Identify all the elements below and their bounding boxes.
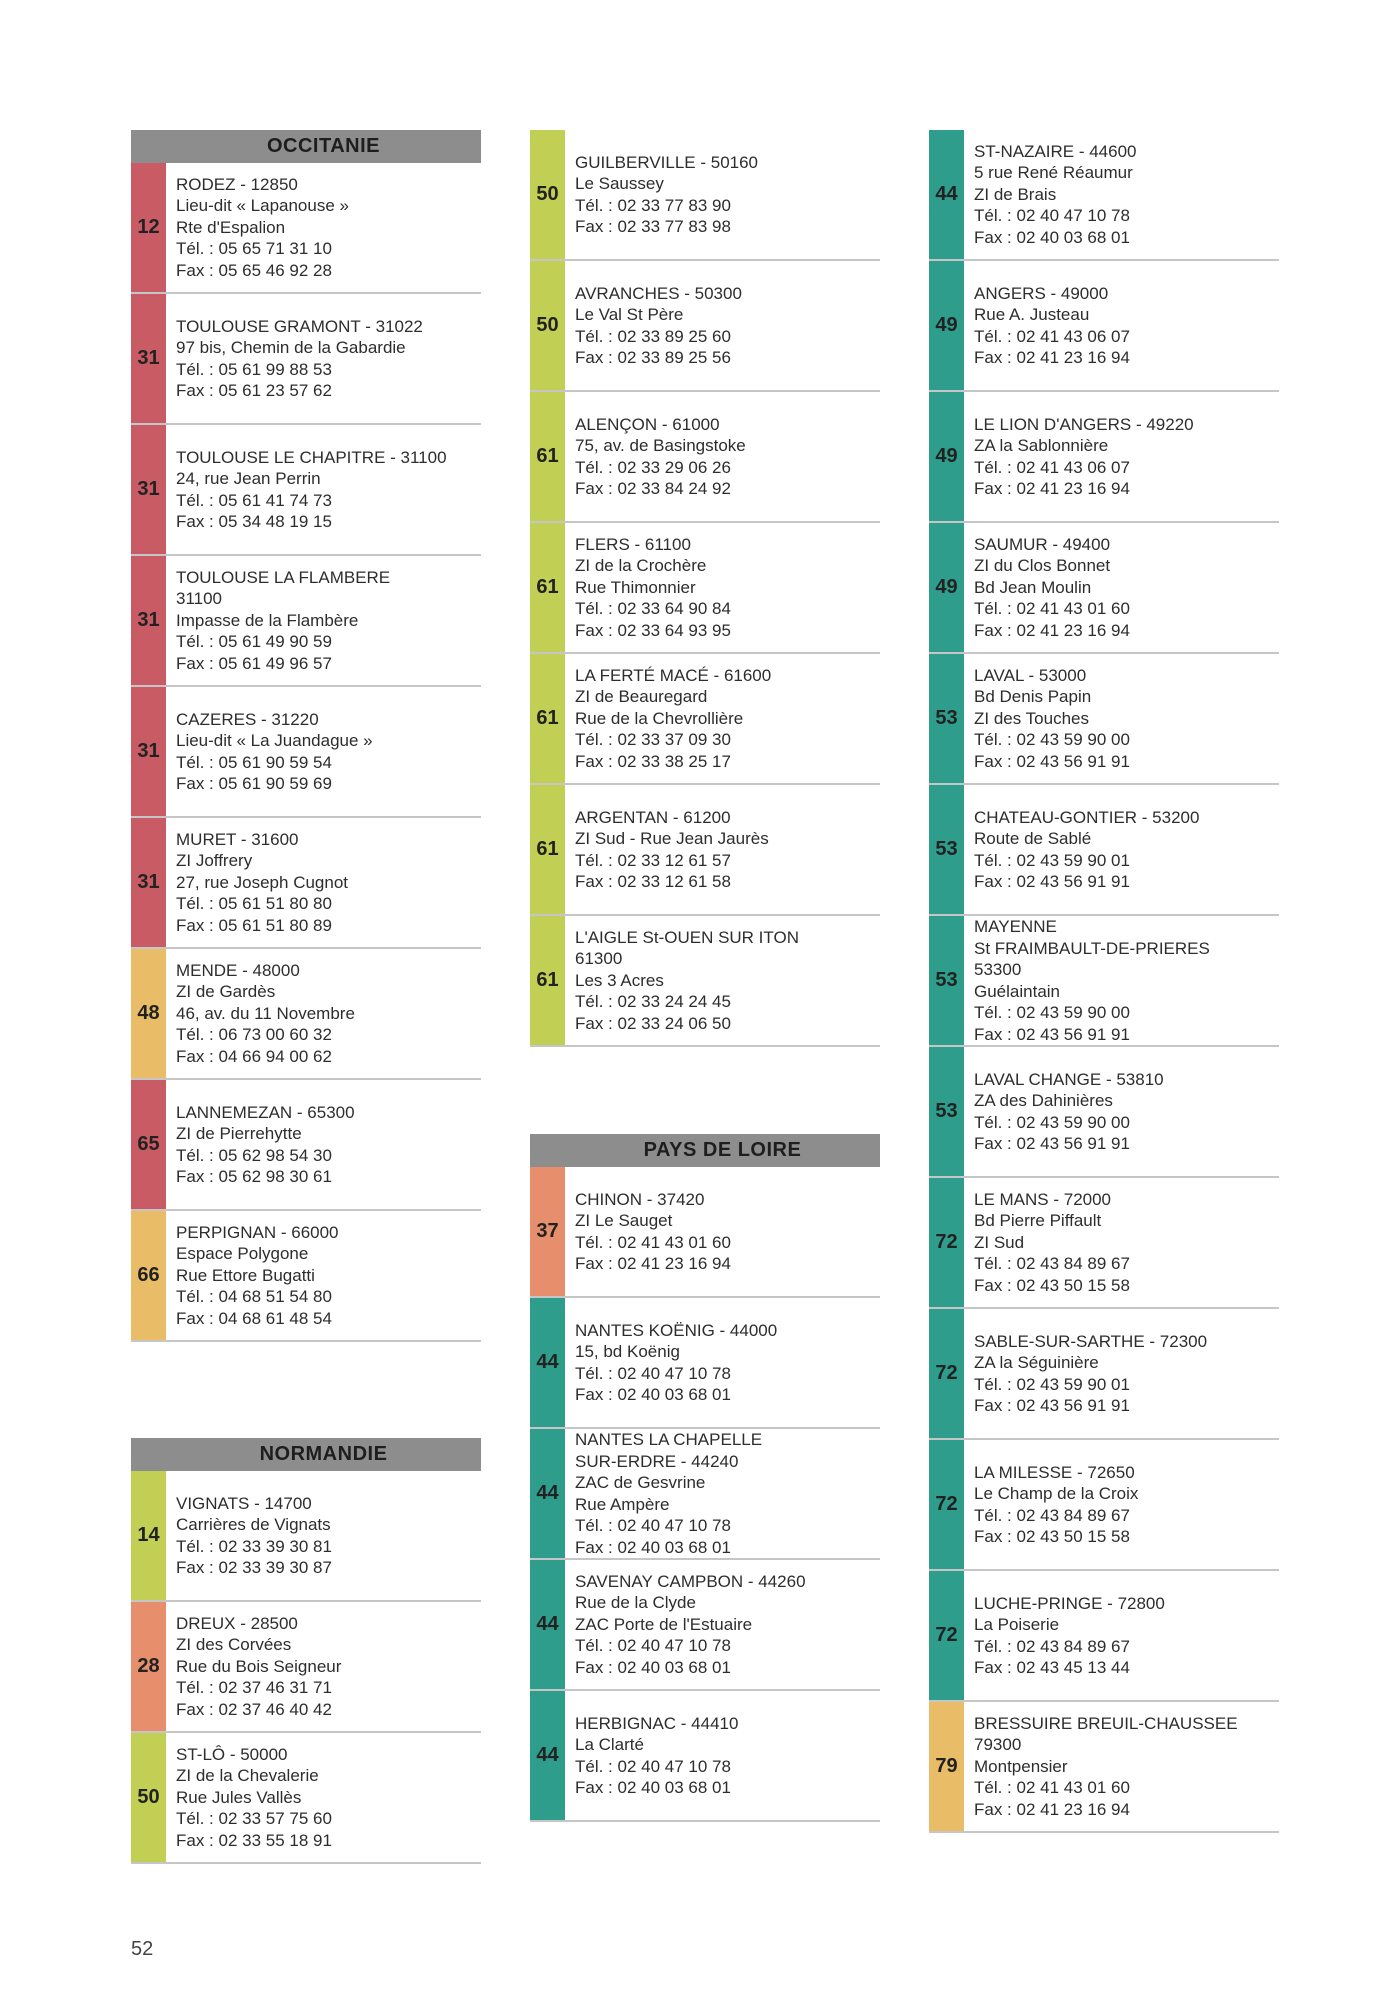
- phone-number: Tél. : 02 41 43 01 60: [974, 1778, 1130, 1798]
- department-badge: 31: [131, 687, 166, 816]
- agency-entry: [929, 261, 1279, 392]
- agency-name: DREUX - 28500: [176, 1613, 298, 1633]
- agency-details: [166, 687, 481, 816]
- agency-details: [964, 1571, 1279, 1700]
- address-line: Bd Pierre Piffault: [974, 1211, 1102, 1231]
- address-line: Rue de la Clyde: [575, 1593, 696, 1613]
- fax-number: Fax : 02 40 03 68 01: [575, 1657, 731, 1677]
- agency-entry: [530, 392, 880, 523]
- column-3: [929, 130, 1279, 1833]
- department-badge: 66: [131, 1211, 166, 1340]
- agency-entry: [929, 654, 1279, 785]
- agency-entry: [131, 687, 481, 818]
- phone-number: Tél. : 04 68 51 54 80: [176, 1287, 332, 1307]
- agency-entry: [929, 1702, 1279, 1833]
- address-line: Rte d'Espalion: [176, 217, 286, 237]
- entry-list: [131, 1471, 481, 1864]
- agency-name: CAZERES - 31220: [176, 709, 319, 729]
- agency-name: ST-LÔ - 50000: [176, 1744, 288, 1764]
- department-badge: 48: [131, 949, 166, 1078]
- phone-number: Tél. : 02 43 84 89 67: [974, 1505, 1130, 1525]
- address-line: Rue Thimonnier: [575, 577, 696, 597]
- phone-number: Tél. : 02 40 47 10 78: [575, 1516, 731, 1535]
- phone-number: Tél. : 02 41 43 06 07: [974, 326, 1130, 346]
- fax-number: Fax : 02 33 84 24 92: [575, 479, 731, 498]
- agency-name: MAYENNE: [974, 917, 1057, 936]
- phone-number: Tél. : 02 43 84 89 67: [974, 1636, 1130, 1656]
- fax-number: Fax : 02 43 56 91 91: [974, 872, 1130, 891]
- agency-details: [964, 654, 1279, 783]
- fax-number: Fax : 05 61 51 80 89: [176, 915, 332, 935]
- phone-number: Tél. : 02 33 29 06 26: [575, 457, 731, 477]
- agency-name: RODEZ - 12850: [176, 174, 298, 194]
- phone-number: Tél. : 05 61 41 74 73: [176, 490, 332, 510]
- address-line: Lieu-dit « Lapanouse »: [176, 196, 349, 216]
- fax-number: Fax : 02 33 12 61 58: [575, 872, 731, 891]
- agency-details: [565, 261, 880, 390]
- address-line: ZA la Sablonnière: [974, 436, 1109, 455]
- agency-details: [964, 1702, 1279, 1831]
- phone-number: Tél. : 02 43 59 90 00: [974, 1112, 1130, 1132]
- department-badge: 14: [131, 1471, 166, 1600]
- phone-number: Tél. : 02 43 59 90 01: [974, 1374, 1130, 1394]
- agency-entry: [131, 425, 481, 556]
- agency-name: ARGENTAN - 61200: [575, 807, 731, 827]
- address-line: Carrières de Vignats: [176, 1515, 331, 1534]
- department-badge: 28: [131, 1602, 166, 1731]
- phone-number: Tél. : 05 61 90 59 54: [176, 752, 332, 772]
- address-line: 15, bd Koënig: [575, 1342, 680, 1361]
- phone-number: Tél. : 02 41 43 01 60: [974, 599, 1130, 619]
- department-badge: 50: [530, 130, 565, 259]
- address-line: Guélaintain: [974, 981, 1061, 1001]
- department-badge: 31: [131, 818, 166, 947]
- agency-details: [565, 130, 880, 259]
- department-badge: 53: [929, 654, 964, 783]
- agency-details: [166, 163, 481, 292]
- address-line: ZI des Touches: [974, 708, 1089, 728]
- agency-entry: [929, 1047, 1279, 1178]
- agency-entry: [929, 1309, 1279, 1440]
- agency-details: [964, 1178, 1279, 1307]
- department-badge: 49: [929, 523, 964, 652]
- address-line: ZI du Clos Bonnet: [974, 556, 1111, 576]
- department-badge: 49: [929, 392, 964, 521]
- address-line: Rue de la Chevrollière: [575, 708, 744, 728]
- entry-list: [131, 163, 481, 1342]
- agency-name: CHINON - 37420: [575, 1189, 705, 1209]
- phone-number: Tél. : 05 61 99 88 53: [176, 359, 332, 379]
- agency-name: HERBIGNAC - 44410: [575, 1713, 739, 1733]
- agency-details: [565, 1429, 880, 1558]
- agency-entry: [131, 1080, 481, 1211]
- fax-number: Fax : 05 65 46 92 28: [176, 260, 332, 280]
- department-badge: 44: [530, 1429, 565, 1558]
- address-line: ZA la Séguinière: [974, 1353, 1099, 1372]
- entry-list: [530, 1167, 880, 1822]
- agency-details: [964, 261, 1279, 390]
- department-badge: 61: [530, 916, 565, 1045]
- address-line: ZAC Porte de l'Estuaire: [575, 1614, 753, 1634]
- department-badge: 61: [530, 523, 565, 652]
- fax-number: Fax : 02 33 77 83 98: [575, 217, 731, 236]
- region-header-occitanie: OCCITANIE: [131, 130, 481, 163]
- agency-name: NANTES KOËNIG - 44000: [575, 1320, 778, 1340]
- agency-name: LUCHE-PRINGE - 72800: [974, 1593, 1165, 1613]
- agency-name: L'AIGLE St-OUEN SUR ITON: [575, 927, 799, 947]
- department-badge: 79: [929, 1702, 964, 1831]
- agency-entry: [530, 1429, 880, 1560]
- phone-number: Tél. : 02 33 24 24 45: [575, 992, 731, 1012]
- fax-number: Fax : 05 61 23 57 62: [176, 381, 332, 400]
- agency-details: [565, 523, 880, 652]
- address-line: Bd Jean Moulin: [974, 577, 1092, 597]
- department-badge: 12: [131, 163, 166, 292]
- phone-number: Tél. : 02 40 47 10 78: [575, 1363, 731, 1383]
- address-line: ZA des Dahinières: [974, 1091, 1113, 1110]
- address-line: ZI de la Chevalerie: [176, 1766, 319, 1786]
- phone-number: Tél. : 02 33 57 75 60: [176, 1809, 332, 1829]
- department-badge: 44: [530, 1298, 565, 1427]
- phone-number: Tél. : 02 43 59 90 00: [974, 1003, 1130, 1022]
- agency-details: [565, 785, 880, 914]
- agency-name: CHATEAU-GONTIER - 53200: [974, 807, 1200, 827]
- agency-name: MENDE - 48000: [176, 960, 300, 980]
- fax-number: Fax : 04 66 94 00 62: [176, 1046, 332, 1066]
- address-line: 53300: [974, 960, 1022, 979]
- agency-details: [565, 916, 880, 1045]
- column-2: [530, 130, 880, 1822]
- spacer: [131, 1342, 481, 1438]
- agency-entry: [929, 1440, 1279, 1571]
- address-line: ZI de Brais: [974, 184, 1057, 204]
- fax-number: Fax : 02 41 23 16 94: [575, 1254, 731, 1273]
- agency-name: LANNEMEZAN - 65300: [176, 1102, 355, 1122]
- agency-name: TOULOUSE LE CHAPITRE - 31100: [176, 447, 447, 467]
- address-line: ZI des Corvées: [176, 1635, 292, 1655]
- agency-entry: [929, 916, 1279, 1047]
- phone-number: Tél. : 02 41 43 06 07: [974, 457, 1130, 477]
- address-line: 31100: [176, 589, 223, 609]
- agency-name: LAVAL - 53000: [974, 665, 1087, 685]
- phone-number: Tél. : 06 73 00 60 32: [176, 1025, 332, 1045]
- agency-name: ANGERS - 49000: [974, 283, 1109, 303]
- agency-entry: [131, 294, 481, 425]
- agency-details: [166, 556, 481, 685]
- entry-list: [929, 130, 1279, 1833]
- fax-number: Fax : 05 62 98 30 61: [176, 1167, 332, 1186]
- agency-entry: [929, 785, 1279, 916]
- address-line: Le Saussey: [575, 174, 664, 193]
- spacer: [530, 1047, 880, 1134]
- agency-name: TOULOUSE LA FLAMBERE: [176, 567, 391, 587]
- department-badge: 37: [530, 1167, 565, 1296]
- address-line: Le Val St Père: [575, 305, 684, 324]
- fax-number: Fax : 02 40 03 68 01: [575, 1778, 731, 1797]
- phone-number: Tél. : 02 43 59 90 01: [974, 850, 1130, 870]
- agency-entry: [530, 523, 880, 654]
- address-line: La Clarté: [575, 1735, 644, 1754]
- agency-name: ST-NAZAIRE - 44600: [974, 141, 1137, 161]
- fax-number: Fax : 02 43 56 91 91: [974, 1396, 1130, 1415]
- phone-number: Tél. : 02 37 46 31 71: [176, 1678, 332, 1698]
- department-badge: 31: [131, 294, 166, 423]
- agency-name: NANTES LA CHAPELLE: [575, 1430, 763, 1449]
- address-line: Rue Jules Vallès: [176, 1787, 302, 1807]
- department-badge: 44: [929, 130, 964, 259]
- agency-entry: [929, 1571, 1279, 1702]
- agency-details: [964, 1440, 1279, 1569]
- agency-entry: [131, 163, 481, 294]
- department-badge: 72: [929, 1571, 964, 1700]
- agency-entry: [929, 523, 1279, 654]
- address-line: ZI de la Crochère: [575, 556, 707, 576]
- fax-number: Fax : 02 43 50 15 58: [974, 1275, 1130, 1295]
- address-line: 61300: [575, 949, 623, 969]
- fax-number: Fax : 02 40 03 68 01: [974, 227, 1130, 247]
- agency-name: MURET - 31600: [176, 829, 299, 849]
- agency-name: TOULOUSE GRAMONT - 31022: [176, 316, 423, 336]
- column-1: [131, 130, 481, 1864]
- address-line: 5 rue René Réaumur: [974, 163, 1133, 183]
- agency-name: ALENÇON - 61000: [575, 414, 720, 434]
- phone-number: Tél. : 02 40 47 10 78: [575, 1756, 731, 1776]
- agency-name: SAVENAY CAMPBON - 44260: [575, 1571, 806, 1591]
- fax-number: Fax : 02 43 56 91 91: [974, 751, 1130, 771]
- fax-number: Fax : 02 40 03 68 01: [575, 1385, 731, 1404]
- address-line: Rue Ampère: [575, 1494, 670, 1514]
- department-badge: 31: [131, 556, 166, 685]
- address-line: Montpensier: [974, 1756, 1068, 1776]
- agency-name: LE LION D'ANGERS - 49220: [974, 414, 1194, 434]
- agency-details: [964, 785, 1279, 914]
- agency-details: [166, 818, 481, 947]
- address-line: ZI de Gardès: [176, 982, 276, 1002]
- agency-name: VIGNATS - 14700: [176, 1493, 312, 1513]
- agency-entry: [530, 1691, 880, 1822]
- agency-entry: [530, 785, 880, 916]
- phone-number: Tél. : 05 65 71 31 10: [176, 239, 332, 259]
- fax-number: Fax : 02 33 38 25 17: [575, 751, 731, 771]
- phone-number: Tél. : 02 40 47 10 78: [575, 1636, 731, 1656]
- agency-details: [166, 294, 481, 423]
- entry-list: [530, 130, 880, 1047]
- department-badge: 50: [131, 1733, 166, 1862]
- department-badge: 72: [929, 1178, 964, 1307]
- agency-entry: [530, 1167, 880, 1298]
- phone-number: Tél. : 02 40 47 10 78: [974, 206, 1130, 226]
- address-line: 97 bis, Chemin de la Gabardie: [176, 338, 406, 357]
- phone-number: Tél. : 02 43 59 90 00: [974, 730, 1130, 750]
- department-badge: 72: [929, 1309, 964, 1438]
- agency-details: [565, 1167, 880, 1296]
- agency-details: [565, 1691, 880, 1820]
- agency-details: [166, 1471, 481, 1600]
- agency-name: BRESSUIRE BREUIL-CHAUSSEE: [974, 1713, 1238, 1733]
- agency-entry: [530, 916, 880, 1047]
- agency-name: LAVAL CHANGE - 53810: [974, 1069, 1164, 1089]
- address-line: 75, av. de Basingstoke: [575, 436, 746, 455]
- region-header-pays-de-loire: PAYS DE LOIRE: [530, 1134, 880, 1167]
- region-header-normandie: NORMANDIE: [131, 1438, 481, 1471]
- agency-entry: [929, 392, 1279, 523]
- agency-entry: [530, 1298, 880, 1429]
- phone-number: Tél. : 02 33 12 61 57: [575, 850, 731, 870]
- agency-entry: [131, 949, 481, 1080]
- department-badge: 61: [530, 392, 565, 521]
- agency-entry: [530, 130, 880, 261]
- phone-number: Tél. : 02 43 84 89 67: [974, 1254, 1130, 1274]
- phone-number: Tél. : 05 61 49 90 59: [176, 632, 332, 652]
- department-badge: 61: [530, 785, 565, 914]
- agency-entry: [530, 261, 880, 392]
- address-line: Bd Denis Papin: [974, 687, 1092, 707]
- department-badge: 53: [929, 1047, 964, 1176]
- agency-name: SAUMUR - 49400: [974, 534, 1111, 554]
- agency-name: LA MILESSE - 72650: [974, 1462, 1135, 1482]
- agency-entry: [929, 130, 1279, 261]
- department-badge: 31: [131, 425, 166, 554]
- fax-number: Fax : 05 61 49 96 57: [176, 653, 332, 673]
- address-line: 46, av. du 11 Novembre: [176, 1003, 355, 1023]
- agency-details: [964, 130, 1279, 259]
- agency-entry: [530, 1560, 880, 1691]
- fax-number: Fax : 05 61 90 59 69: [176, 774, 332, 793]
- agency-details: [964, 1047, 1279, 1176]
- address-line: La Poiserie: [974, 1615, 1060, 1634]
- fax-number: Fax : 02 33 55 18 91: [176, 1830, 332, 1850]
- department-badge: 44: [530, 1691, 565, 1820]
- fax-number: Fax : 02 33 64 93 95: [575, 620, 731, 640]
- fax-number: Fax : 02 33 39 30 87: [176, 1558, 332, 1577]
- agency-entry: [131, 1602, 481, 1733]
- agency-details: [166, 1080, 481, 1209]
- fax-number: Fax : 02 33 24 06 50: [575, 1013, 731, 1033]
- phone-number: Tél. : 02 33 77 83 90: [575, 195, 731, 215]
- agency-details: [565, 392, 880, 521]
- fax-number: Fax : 02 43 56 91 91: [974, 1024, 1130, 1044]
- agency-details: [964, 392, 1279, 521]
- phone-number: Tél. : 02 33 64 90 84: [575, 599, 731, 619]
- department-badge: 49: [929, 261, 964, 390]
- phone-number: Tél. : 02 33 39 30 81: [176, 1536, 332, 1556]
- phone-number: Tél. : 05 61 51 80 80: [176, 894, 332, 914]
- agency-details: [565, 654, 880, 783]
- agency-details: [565, 1298, 880, 1427]
- phone-number: Tél. : 05 62 98 54 30: [176, 1145, 332, 1165]
- phone-number: Tél. : 02 33 89 25 60: [575, 326, 731, 346]
- address-line: Lieu-dit « La Juandague »: [176, 731, 373, 750]
- address-line: SUR-ERDRE - 44240: [575, 1451, 739, 1471]
- agency-name: LA FERTÉ MACÉ - 61600: [575, 665, 772, 685]
- agency-name: PERPIGNAN - 66000: [176, 1222, 339, 1242]
- department-badge: 44: [530, 1560, 565, 1689]
- fax-number: Fax : 02 33 89 25 56: [575, 348, 731, 367]
- fax-number: Fax : 02 43 45 13 44: [974, 1658, 1130, 1677]
- address-line: St FRAIMBAULT-DE-PRIERES: [974, 938, 1210, 958]
- agency-details: [166, 1211, 481, 1340]
- address-line: ZI Joffrery: [176, 851, 253, 871]
- department-badge: 50: [530, 261, 565, 390]
- fax-number: Fax : 02 41 23 16 94: [974, 620, 1130, 640]
- fax-number: Fax : 02 37 46 40 42: [176, 1699, 332, 1719]
- agency-details: [166, 425, 481, 554]
- fax-number: Fax : 02 41 23 16 94: [974, 348, 1130, 367]
- fax-number: Fax : 02 41 23 16 94: [974, 479, 1130, 498]
- address-line: 27, rue Joseph Cugnot: [176, 872, 349, 892]
- agency-details: [565, 1560, 880, 1689]
- address-line: Rue du Bois Seigneur: [176, 1656, 342, 1676]
- fax-number: Fax : 04 68 61 48 54: [176, 1308, 332, 1328]
- agency-entry: [131, 1471, 481, 1602]
- phone-number: Tél. : 02 33 37 09 30: [575, 730, 731, 750]
- agency-details: [166, 949, 481, 1078]
- agency-name: LE MANS - 72000: [974, 1189, 1112, 1209]
- address-line: 24, rue Jean Perrin: [176, 469, 321, 488]
- fax-number: Fax : 02 43 56 91 91: [974, 1134, 1130, 1153]
- fax-number: Fax : 02 40 03 68 01: [575, 1537, 731, 1557]
- fax-number: Fax : 02 43 50 15 58: [974, 1527, 1130, 1546]
- address-line: Impasse de la Flambère: [176, 610, 359, 630]
- address-line: ZI Le Sauget: [575, 1211, 673, 1230]
- address-line: Le Champ de la Croix: [974, 1484, 1139, 1503]
- address-line: 79300: [974, 1735, 1022, 1755]
- department-badge: 65: [131, 1080, 166, 1209]
- address-line: Rue A. Justeau: [974, 305, 1090, 324]
- agency-name: SABLE-SUR-SARTHE - 72300: [974, 1331, 1208, 1351]
- address-line: ZI Sud - Rue Jean Jaurès: [575, 829, 769, 848]
- agency-entry: [131, 818, 481, 949]
- fax-number: Fax : 05 34 48 19 15: [176, 512, 332, 531]
- agency-details: [964, 523, 1279, 652]
- agency-details: [166, 1602, 481, 1731]
- address-line: ZAC de Gesvrine: [575, 1473, 706, 1492]
- phone-number: Tél. : 02 41 43 01 60: [575, 1232, 731, 1252]
- address-line: ZI Sud: [974, 1232, 1025, 1252]
- agency-name: GUILBERVILLE - 50160: [575, 152, 759, 172]
- department-badge: 53: [929, 785, 964, 914]
- address-line: ZI de Beauregard: [575, 687, 708, 707]
- address-line: Route de Sablé: [974, 829, 1092, 848]
- agency-entry: [131, 556, 481, 687]
- agency-entry: [530, 654, 880, 785]
- page-number: 52: [131, 1938, 154, 1960]
- agency-details: [964, 916, 1279, 1045]
- fax-number: Fax : 02 41 23 16 94: [974, 1799, 1130, 1819]
- address-line: Rue Ettore Bugatti: [176, 1265, 315, 1285]
- agency-name: FLERS - 61100: [575, 534, 691, 554]
- agency-name: AVRANCHES - 50300: [575, 283, 742, 303]
- agency-entry: [131, 1733, 481, 1864]
- address-line: Les 3 Acres: [575, 970, 664, 990]
- address-line: ZI de Pierrehytte: [176, 1124, 302, 1143]
- agency-details: [166, 1733, 481, 1862]
- department-badge: 72: [929, 1440, 964, 1569]
- agency-details: [964, 1309, 1279, 1438]
- agency-entry: [929, 1178, 1279, 1309]
- department-badge: 61: [530, 654, 565, 783]
- department-badge: 53: [929, 916, 964, 1045]
- address-line: Espace Polygone: [176, 1244, 309, 1264]
- agency-entry: [131, 1211, 481, 1342]
